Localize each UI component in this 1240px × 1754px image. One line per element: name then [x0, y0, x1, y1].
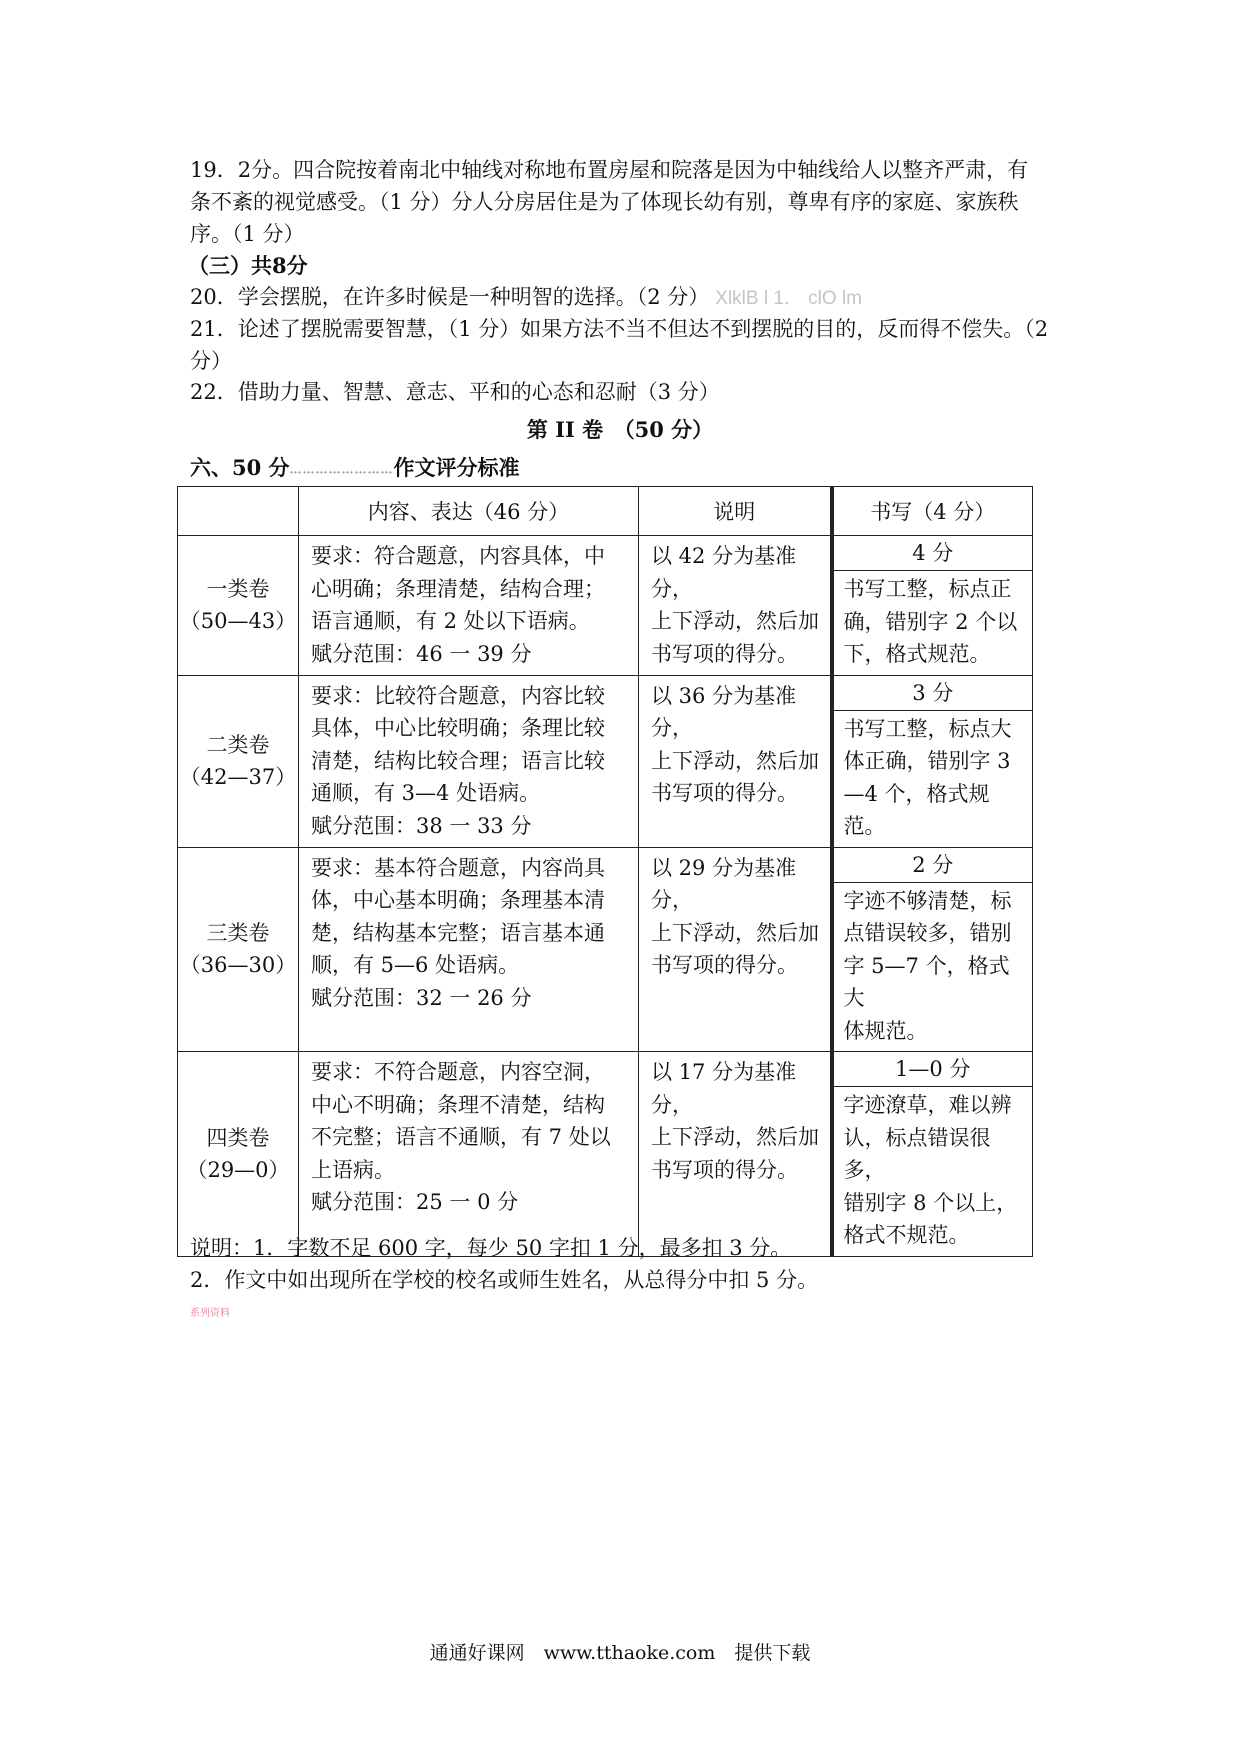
writing-cell	[832, 847, 1033, 1052]
note-line: 上下浮动，然后加	[651, 609, 819, 633]
writing-line: 认，标点错误很多，	[843, 1125, 991, 1182]
rubric-row-4	[178, 1052, 1033, 1257]
rubric-header-row	[178, 487, 1033, 536]
note-line: 以 36 分为基准分，	[651, 683, 797, 740]
content-line: 不完整；语言不通顺，有 7 处以	[311, 1125, 611, 1149]
header-category	[178, 487, 299, 536]
writing-score: 3 分	[834, 676, 1033, 711]
writing-line: 确，错别字 2 个以	[843, 609, 1018, 634]
header-content: 内容、表达（46 分）	[299, 487, 639, 536]
writing-score: 2 分	[834, 848, 1033, 883]
tiny-series-mark: 系列资料	[190, 1308, 230, 1319]
note-line-1: 说明：1．字数不足 600 字，每少 50 字扣 1 分，最多扣 3 分。	[190, 1236, 792, 1260]
header-note: 说明	[639, 487, 832, 536]
writing-line: 字 5—7 个，格式大	[843, 953, 1010, 1010]
q22-line: 22．借助力量、智慧、意志、平和的心态和忍耐（3 分）	[190, 380, 720, 404]
rubric-row-1	[178, 536, 1033, 676]
writing-line: —4 个，格式规范。	[843, 781, 990, 838]
q19-line-3: 序。（1 分）	[190, 222, 305, 246]
category-range: （36—30）	[179, 953, 297, 978]
note-cell	[639, 536, 832, 676]
writing-score: 4 分	[834, 536, 1033, 571]
rubric-row-2	[178, 675, 1033, 847]
essay-section-heading	[190, 452, 520, 486]
note-line: 以 29 分为基准分，	[651, 855, 797, 912]
category-name: 四类卷	[206, 1125, 270, 1150]
note-line-2: 2．作文中如出现所在学校的校名或师生姓名，从总得分中扣 5 分。	[190, 1268, 819, 1292]
note-line: 书写项的得分。	[651, 1157, 798, 1182]
content-line: 赋分范围：25 一 0 分	[311, 1190, 519, 1214]
header-writing: 书写（4 分）	[832, 487, 1033, 536]
note-cell	[639, 675, 832, 847]
content-line: 心明确；条理清楚，结构合理；	[311, 576, 605, 601]
content-line: 顺，有 5—6 处语病。	[311, 953, 520, 977]
writing-line: 体规范。	[843, 1018, 928, 1043]
writing-line: 书写工整，标点正	[843, 577, 1012, 601]
category-cell	[178, 675, 299, 847]
note-line: 书写项的得分。	[651, 953, 798, 977]
q21-line-1: 21．论述了摆脱需要智慧，（1 分）如果方法不当不但达不到摆脱的目的，反而得不偿失。（2	[190, 317, 1049, 341]
category-name: 二类卷	[206, 733, 270, 757]
content-line: 清楚，结构比较合理；语言比较	[311, 748, 605, 773]
content-line: 赋分范围：32 一 26 分	[311, 985, 532, 1010]
rubric-row-3	[178, 847, 1033, 1052]
content-line: 体，中心基本明确；条理基本清	[311, 888, 605, 912]
content-line: 通顺，有 3—4 处语病。	[311, 781, 541, 805]
writing-line: 体正确，错别字 3	[843, 749, 1011, 773]
category-cell	[178, 536, 299, 676]
content-cell	[299, 1052, 639, 1257]
essay-rubric-table	[177, 486, 1033, 1257]
content-line: 要求：符合题意，内容具体，中	[311, 544, 605, 568]
content-cell	[299, 847, 639, 1052]
content-line: 要求：比较符合题意，内容比较	[311, 683, 605, 708]
section-6-label: 六、50 分	[190, 455, 290, 480]
writing-cell	[832, 675, 1033, 847]
category-cell	[178, 847, 299, 1052]
category-name: 一类卷	[206, 577, 270, 602]
note-line: 上下浮动，然后加	[651, 748, 819, 773]
content-line: 要求：基本符合题意，内容尚具	[311, 855, 605, 880]
content-line: 要求：不符合题意，内容空洞，	[311, 1060, 605, 1084]
note-line: 书写项的得分。	[651, 781, 798, 805]
note-line: 上下浮动，然后加	[651, 1125, 819, 1149]
watermark-text: XlklB l 1． clO lm	[715, 288, 863, 309]
q19-line-2: 条不紊的视觉感受。（1 分）分人分房居住是为了体现长幼有别，尊卑有序的家庭、家族秩	[190, 190, 1019, 214]
page-footer: 通通好课网 www.tthaoke.com 提供下载	[429, 1642, 811, 1664]
writing-line: 书写工整，标点大	[843, 716, 1012, 741]
writing-cell	[832, 536, 1033, 676]
section-3-heading: （三）共8分	[188, 253, 308, 278]
writing-score: 1—0 分	[834, 1052, 1033, 1087]
writing-line: 字迹不够清楚，标	[843, 888, 1012, 913]
content-line: 中心不明确；条理不清楚，结构	[311, 1092, 605, 1117]
note-line: 以 42 分为基准分，	[651, 544, 797, 601]
content-line: 具体，中心比较明确；条理比较	[311, 716, 605, 740]
writing-line: 错别字 8 个以上，	[843, 1190, 1018, 1215]
note-line: 以 17 分为基准分，	[651, 1060, 797, 1117]
q20-text: 20．学会摆脱，在许多时候是一种明智的选择。（2 分）	[190, 285, 710, 309]
writing-line: 格式不规范。	[843, 1223, 970, 1247]
content-cell	[299, 675, 639, 847]
note-cell	[639, 1052, 832, 1257]
leader-dots: ……………………	[289, 462, 394, 477]
content-line: 赋分范围：46 一 39 分	[311, 641, 532, 666]
content-line: 上语病。	[311, 1157, 395, 1182]
category-range: （29—0）	[186, 1157, 290, 1182]
note-cell	[639, 847, 832, 1052]
writing-line: 下，格式规范。	[843, 642, 991, 666]
essay-criteria-title: 作文评分标准	[393, 455, 520, 480]
q21-line-2: 分）	[190, 349, 232, 373]
part-2-title: 第 II 卷 （50 分）	[526, 417, 714, 442]
category-range: （50—43）	[179, 609, 297, 634]
writing-line: 点错误较多，错别	[843, 921, 1012, 945]
content-line: 赋分范围：38 一 33 分	[311, 813, 532, 838]
category-range: （42—37）	[179, 765, 297, 789]
content-line: 楚，结构基本完整；语言基本通	[311, 920, 605, 945]
note-line: 上下浮动，然后加	[651, 920, 819, 945]
category-cell	[178, 1052, 299, 1257]
writing-cell	[832, 1052, 1033, 1257]
content-line: 语言通顺，有 2 处以下语病。	[311, 609, 590, 633]
q20-line	[190, 281, 862, 315]
category-name: 三类卷	[206, 921, 270, 946]
note-line: 书写项的得分。	[651, 641, 798, 666]
content-cell	[299, 536, 639, 676]
writing-line: 字迹潦草，难以辨	[843, 1093, 1012, 1117]
q19-line-1: 19．2分。四合院按着南北中轴线对称地布置房屋和院落是因为中轴线给人以整齐严肃，有	[190, 158, 1029, 182]
